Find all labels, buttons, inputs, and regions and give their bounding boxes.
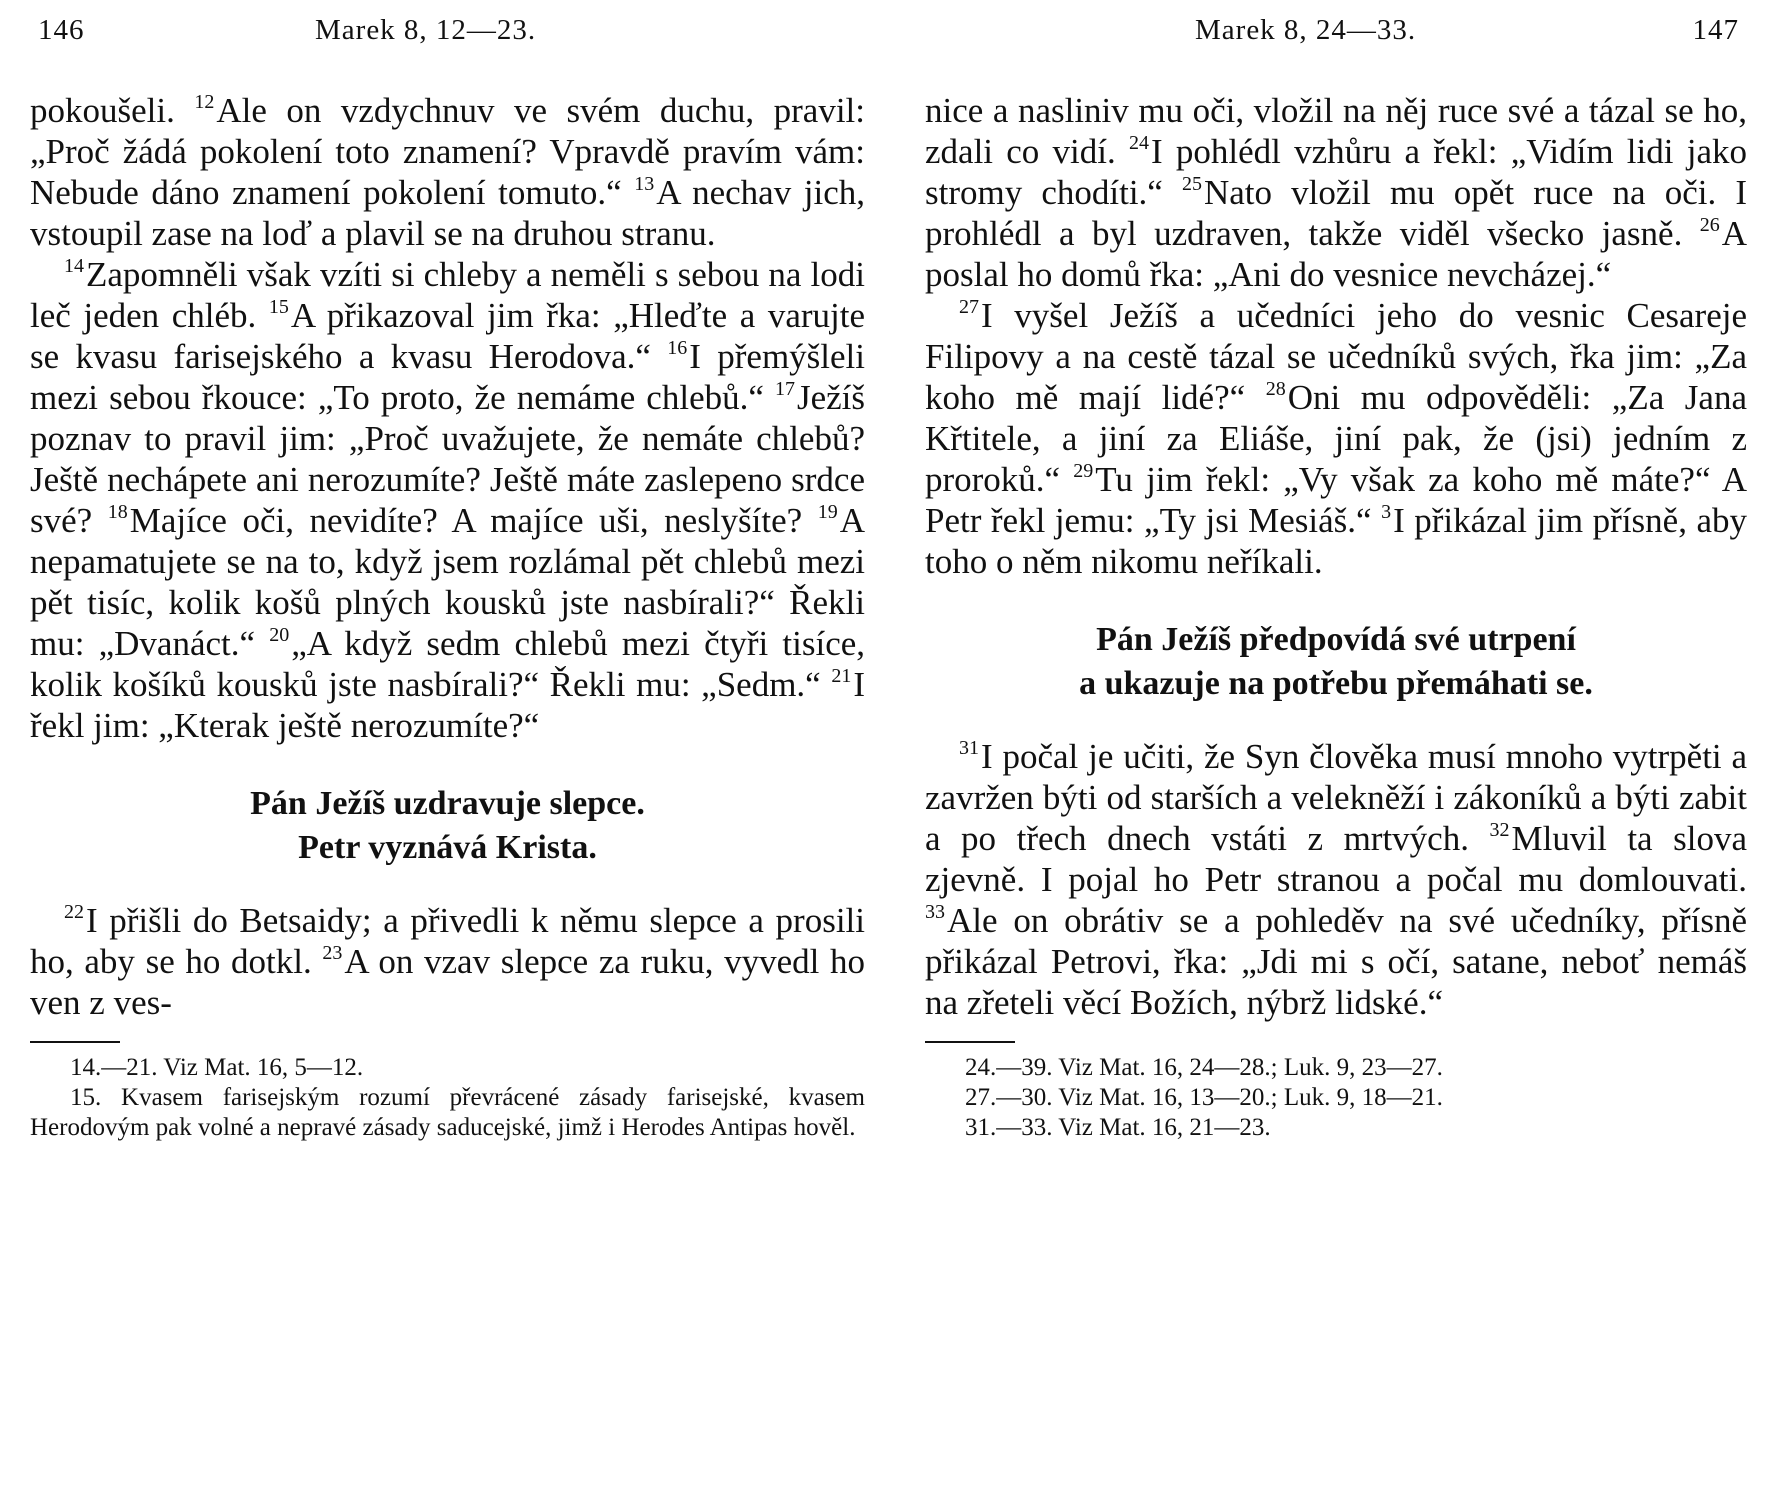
heading-line: Pán Ježíš uzdravuje slepce. [250, 785, 645, 822]
verse-number: 14 [64, 255, 84, 277]
verse-number: 33 [925, 901, 945, 923]
verse-number: 31 [959, 737, 979, 759]
verse-text: I přikázal jim přísně, aby toho o něm nikomu neříkali. [925, 501, 1747, 581]
heading-line: Petr vyznává Krista. [298, 829, 597, 866]
verse-text: Nato vložil mu opět ruce na oči. I prohlédl a byl uzdraven, takže viděl všecko jasně. [925, 173, 1747, 253]
footnote: 14.—21. Viz Mat. 16, 5—12. [70, 1054, 364, 1081]
heading-line: Pán Ježíš předpovídá své utrpení [1096, 621, 1576, 658]
running-head [30, 14, 865, 54]
verse-number: 12 [194, 91, 215, 113]
verse-text: nice a nasliniv mu oči, vložil na něj ruce své a tázal se ho, zdali co vidí. [925, 91, 1747, 171]
heading-line: a ukazuje na potřebu přemáhati se. [1079, 665, 1593, 702]
verse-number: 16 [667, 337, 688, 359]
footnotes [925, 1053, 1747, 1143]
verse-text: Oni mu odpověděli: „Za Jana Křtitele, a jiní za Eliáše, jiní pak, že (jsi) jedním z proroků.“ [925, 378, 1747, 499]
verse-text: I přemýšleli mezi sebou řkouce: „To proto, že nemáme chlebů.“ [30, 337, 865, 417]
running-title: Marek 8, 24—33. [1195, 14, 1417, 46]
verse-text: A nechav jich, vstoupil zase na loď a plavil se na druhou stranu. [30, 173, 865, 253]
verse-number: 32 [1489, 819, 1510, 841]
verse-number: 21 [831, 665, 852, 687]
running-head [925, 14, 1747, 54]
page-number: 147 [1692, 14, 1739, 46]
section-heading [30, 782, 865, 870]
verse-text: A přikazoval jim řka: „Hleďte a varujte se kvasu farisejského a kvasu Herodova.“ [30, 296, 865, 376]
left-page [30, 0, 865, 1143]
paragraph [925, 736, 1747, 1023]
verse-text: „A když sedm chlebů mezi čtyři tisíce, kolik košíků kousků jste nasbírali?“ Řekli mu: „Sedm.“ [30, 624, 866, 704]
verse-text: Ale on obrátiv se a pohleděv na své učedníky, přísně přikázal Petrovi, řka: „Jdi mi s očí, satane, neboť nemáš na zřeteli věcí Božích, nýbrž lidské.“ [925, 901, 1747, 1022]
verse-number: 26 [1699, 214, 1720, 236]
text-block-before-heading [30, 90, 865, 746]
verse-number: 24 [1128, 132, 1149, 154]
verse-number: 20 [269, 624, 290, 646]
section-heading [925, 618, 1747, 706]
verse-text: A nepamatujete se na to, když jsem rozlámal pět chlebů mezi pět tisíc, kolik košů plných kousků jste nasbírali?“ Řekli mu: „Dvanáct.“ [30, 501, 865, 663]
verse-text: I pohlédl vzhůru a řekl: „Vidím lidi jako stromy chodíti.“ [925, 132, 1747, 212]
paragraph [30, 90, 865, 254]
verse-number: 17 [774, 378, 795, 400]
paragraph [30, 900, 865, 1023]
verse-text: Tu jim řekl: „Vy však za koho mě máte?“ A Petr řekl jemu: „Ty jsi Mesiáš.“ [925, 460, 1747, 540]
page-number: 146 [38, 14, 85, 46]
verse-number: 19 [817, 501, 838, 523]
paragraph [925, 295, 1747, 582]
text-block-before-heading [925, 90, 1747, 582]
verse-number: 15 [268, 296, 289, 318]
verse-text: A poslal ho domů řka: „Ani do vesnice nevcházej.“ [925, 214, 1747, 294]
verse-number: 28 [1265, 378, 1286, 400]
verse-number: 13 [634, 173, 655, 195]
verse-number: 23 [322, 942, 343, 964]
verse-text: pokoušeli. [30, 91, 195, 130]
verse-text: A on vzav slepce za ruku, vyvedl ho ven z ves- [30, 942, 865, 1022]
text-block-after-heading [925, 736, 1747, 1023]
text-block-after-heading [30, 900, 865, 1023]
verse-number: 25 [1181, 173, 1202, 195]
verse-number: 29 [1073, 460, 1094, 482]
verse-number: 3 [1381, 501, 1392, 523]
verse-text: Ježíš poznav to pravil jim: „Proč uvažujete, že nemáte chlebů? Ještě nechápete ani nerozumíte? Ještě máte zaslepeno srdce své? [30, 378, 865, 540]
verse-text: I řekl jim: „Kterak ještě nerozumíte?“ [30, 665, 865, 745]
verse-number: 18 [107, 501, 128, 523]
footnote: 27.—30. Viz Mat. 16, 13—20.; Luk. 9, 18—21. [965, 1084, 1443, 1111]
right-page [925, 0, 1747, 1143]
verse-number: 22 [64, 901, 84, 923]
verse-text: Zapomněli však vzíti si chleby a neměli s sebou na lodi leč jeden chléb. [30, 255, 865, 335]
verse-text: Ale on vzdychnuv ve svém duchu, pravil: „Proč žádá pokolení toto znamení? Vpravdě pravím vám: Nebude dáno znamení pokolení tomuto.“ [30, 91, 865, 212]
verse-text: Mluvil ta slova zjevně. I pojal ho Petr stranou a počal mu domlouvati. [925, 819, 1747, 899]
verse-text: I přišli do Betsaidy; a přivedli k němu slepce a prosili ho, aby se ho dotkl. [30, 901, 865, 981]
verse-text: Majíce oči, nevidíte? A majíce uši, neslyšíte? [129, 501, 818, 540]
footnote-rule [30, 1041, 120, 1043]
body-text [925, 90, 1747, 1023]
paragraph [925, 90, 1747, 295]
verse-text: I počal je učiti, že Syn člověka musí mnoho vytrpěti a zavržen býti od starších a velekněží i zákoníků a býti zabit a po třech dnech vstáti z mrtvých. [925, 737, 1747, 858]
footnote: 24.—39. Viz Mat. 16, 24—28.; Luk. 9, 23—27. [965, 1054, 1443, 1081]
verse-text: I vyšel Ježíš a učedníci jeho do vesnic Cesareje Filipovy a na cestě tázal se učedníků svých, řka jim: „Za koho mě mají lidé?“ [925, 296, 1747, 417]
footnote-rule [925, 1041, 1015, 1043]
footnote: 15. Kvasem farisejským rozumí převrácené zásady farisejské, kvasem Herodovým pak volné a nepravé zásady saducejské, jimž i Herodes Antipas hověl. [30, 1084, 865, 1141]
footnotes [30, 1053, 865, 1143]
footnote: 31.—33. Viz Mat. 16, 21—23. [965, 1114, 1271, 1141]
verse-number: 27 [959, 296, 979, 318]
paragraph [30, 254, 865, 746]
body-text [30, 90, 865, 1023]
running-title: Marek 8, 12—23. [315, 14, 537, 46]
